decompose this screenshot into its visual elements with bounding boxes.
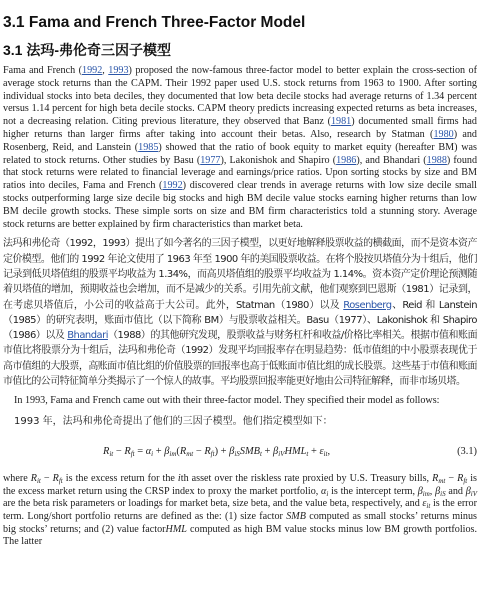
eq-subscript: ft (210, 450, 215, 459)
math-subscript: it (36, 477, 41, 486)
eq-paren: ( (176, 446, 180, 458)
citation-link[interactable]: Bhandari (67, 330, 108, 342)
eq-subscript: iV (278, 450, 285, 459)
paragraph-text: are the beta risk parameters or loadings for market beta, size beta, and the value beta, respectively, and (3, 498, 423, 510)
eq-operator: + (310, 446, 317, 458)
model-intro-en: In 1993, Fama and French came out with their three-factor model. They specified their model as follows: (14, 395, 440, 407)
section-heading-zh: 3.1 法玛-弗伦奇三因子模型 (3, 42, 172, 58)
citation-link[interactable]: 1986 (336, 154, 357, 166)
math-symbol: R (52, 473, 59, 485)
paragraph-text: ) proposed the now-famous three-factor model to better explain the cross-section of average stock returns than the CAPM. Their 1992 paper used U.S. stock returns from 1963 to 1900. After sorting individual stocks into beta deciles, they documented that low beta decile stocks had average returns of 1.34 percent versus 1.14 percent for high beta decile stocks. CAPM theory predicts increasing expected returns as beta increases, not a decreasing relation. Citing previous literature, they observed that Banz ( (3, 65, 477, 128)
paragraph-text: is the intercept term, (328, 485, 418, 497)
math-symbol: i (177, 473, 181, 485)
math-symbol: HML (165, 523, 187, 535)
intro-paragraph-zh (3, 236, 477, 389)
eq-operator: + (220, 446, 227, 458)
eq-operator: + (264, 446, 271, 458)
eq-punct: , (327, 446, 331, 458)
eq-subscript: it (109, 450, 114, 459)
eq-operator: − (195, 446, 202, 458)
paragraph-text: ), and Bhandari ( (356, 154, 427, 166)
math-operator: − (445, 473, 458, 485)
equation-number: (3.1) (457, 446, 477, 458)
paragraph-text: is the excess return for the (62, 473, 178, 485)
citation-link[interactable]: 1993 (108, 65, 129, 76)
citation-link[interactable]: 1992 (162, 180, 183, 192)
math-subscript: ft (58, 477, 63, 486)
eq-greek: α (145, 446, 152, 458)
eq-term: R (103, 446, 110, 458)
intro-paragraph-en (3, 65, 477, 231)
eq-subscript: t (259, 450, 262, 459)
math-subscript: im (422, 489, 430, 498)
eq-greek: ε (319, 446, 324, 458)
paragraph-text: computed as small stocks’ returns minus big stocks’ returns; and (2) value factor (3, 510, 477, 535)
model-intro-zh: 1993 年，法玛和弗伦奇提出了他们的三因子模型。他们指定模型如下： (14, 416, 333, 428)
citation-link[interactable]: 1988 (426, 154, 447, 166)
math-subscript: mt (438, 477, 446, 486)
math-subscript: iV (470, 489, 477, 498)
eq-paren: ) (214, 446, 219, 458)
eq-operator: + (155, 446, 162, 458)
math-symbol: β (435, 485, 441, 497)
eq-term: SMB (239, 446, 260, 458)
eq-term: HML (284, 446, 307, 458)
paragraph-text: is the excess market return using the CRSP index to proxy the market portfolio, (3, 473, 477, 497)
eq-subscript: im (169, 450, 177, 459)
paragraph-text: ), Lakonishok and Shapiro ( (220, 154, 337, 166)
paragraph-text: ) showed that the ratio of book equity to market equity (hereafter BM) was related to stock returns. Other studies by Basu ( (3, 141, 477, 166)
paragraph-text: computed as high BM value stocks minus low BM growth portfolios. The latter (3, 523, 477, 548)
eq-term: R (179, 446, 187, 458)
eq-greek: β (164, 446, 170, 458)
eq-greek: β (273, 446, 279, 458)
paragraph-text: ) and Rosenberg, Reid, and Lanstein ( (3, 128, 477, 153)
math-subscript: ft (463, 477, 468, 486)
citation-link[interactable]: 1977 (200, 154, 221, 166)
math-symbol: SMB (286, 510, 306, 522)
eq-subscript: ft (130, 450, 135, 459)
math-symbol: R (432, 473, 439, 485)
citation-link[interactable]: 1992 (82, 65, 103, 76)
eq-subscript: t (306, 450, 309, 459)
paragraph-text: ) documented small firms had higher returns than larger firms after taking into account their betas. Also, research by Statman ( (3, 116, 477, 140)
math-symbol: β (417, 485, 423, 497)
math-subscript: iS (440, 489, 446, 498)
eq-subscript: iS (234, 450, 240, 459)
paragraph-text: 、Reid 和 Lanstein（1985）的研究表明，账面市值比（以下简称 BM）与股票收益相关。Basu（1977）、Lakonishok 和 Shapiro（1986）以及 (3, 299, 477, 342)
paragraph-text: 法玛和弗伦奇（1992，1993）提出了如今著名的三因子模型，以更好地解释股票收益的横截面，而不是资本资产定价模型。他们的 1992 年论文使用了 1963 年至 1900 年的美国股票收益。在将个股按贝塔值分为十组后，他们记录到低贝塔值组的股票平均收益为 1.34%，而高贝塔值组的股票平均收益为 1.14%。资本资产定价理论预测随着贝塔值的增加，预期收益也会增加，而不是减少的关系。引用先前文献，他们观察到巴恩斯（1981）记录到，在考虑贝塔值后，小公司的收益高于大公司。此外，Statman（1980）以及 (3, 238, 477, 311)
math-symbol: α (321, 485, 327, 497)
math-operator: − (40, 473, 53, 485)
math-symbol: R (457, 473, 464, 485)
definitions-paragraph (3, 473, 477, 549)
eq-term: R (204, 446, 211, 458)
paragraph-text: and (445, 485, 466, 497)
citation-link[interactable]: 1981 (330, 116, 352, 128)
paragraph-text: Fama and French ( (3, 65, 82, 76)
paragraph-text: ) discovered clear trends in average returns with low size decile small stocks outperforming large size decile big stocks and high BM decile value stocks earning higher returns than low BM decile growth stocks. These simple sorts on size and BM firm characteristics told a stunning story. Average stock returns are better explained by firm characteristics than market beta. (3, 180, 477, 230)
math-symbol: β (465, 485, 471, 497)
eq-greek: β (229, 446, 235, 458)
math-symbol: R (30, 473, 37, 485)
paragraph-text: , (102, 65, 109, 76)
paragraph-text: （1988）的其他研究发现，股票收益与财务杠杆和收益/价格比率相关。根据市值和账面市值比将股票分为十组后，法玛和弗伦奇（1992）发现平均回报率存在明显趋势：低市值组的中小股票表现优于高市值组的大股票，高账面市值比组的价值股票的回报率也高于低账面市值比组的成长股票。这些基于市值和账面市值比的公司特征简单分类揭示了一个惊人的故事。平均股票回报率能更好地由公司特征解释，而非市场贝塔。 (3, 330, 478, 388)
paragraph-text: where (3, 473, 31, 485)
math-subscript: i (326, 489, 329, 498)
citation-link[interactable]: Rosenberg (343, 299, 392, 311)
paragraph-text: is the error term. Long/short portfolio returns are defined as the: (1) size factor (3, 498, 477, 522)
eq-term: R (124, 446, 131, 458)
math-subscript: it (426, 502, 431, 511)
math-symbol: ε (422, 498, 427, 510)
equation (103, 441, 330, 463)
section-heading-en: 3.1 Fama and French Three-Factor Model (3, 14, 306, 31)
paragraph-text: th asset over the riskless rate proxied by U.S. Treasury bills, (180, 473, 433, 485)
eq-operator: = (137, 446, 144, 458)
eq-subscript: it (323, 450, 328, 459)
math-operator: , (429, 485, 436, 497)
paragraph-text: ) found that stock returns were related to financial leverage and earnings/price ratios. Upon sorting stocks by size and BM ratios into deciles, Fama and French ( (3, 154, 478, 192)
eq-subscript: mt (186, 450, 194, 459)
citation-link[interactable]: 1980 (433, 128, 454, 140)
citation-link[interactable]: 1985 (138, 141, 159, 153)
eq-subscript: i (151, 450, 154, 459)
equation-block (3, 441, 477, 463)
eq-operator: − (115, 446, 122, 458)
